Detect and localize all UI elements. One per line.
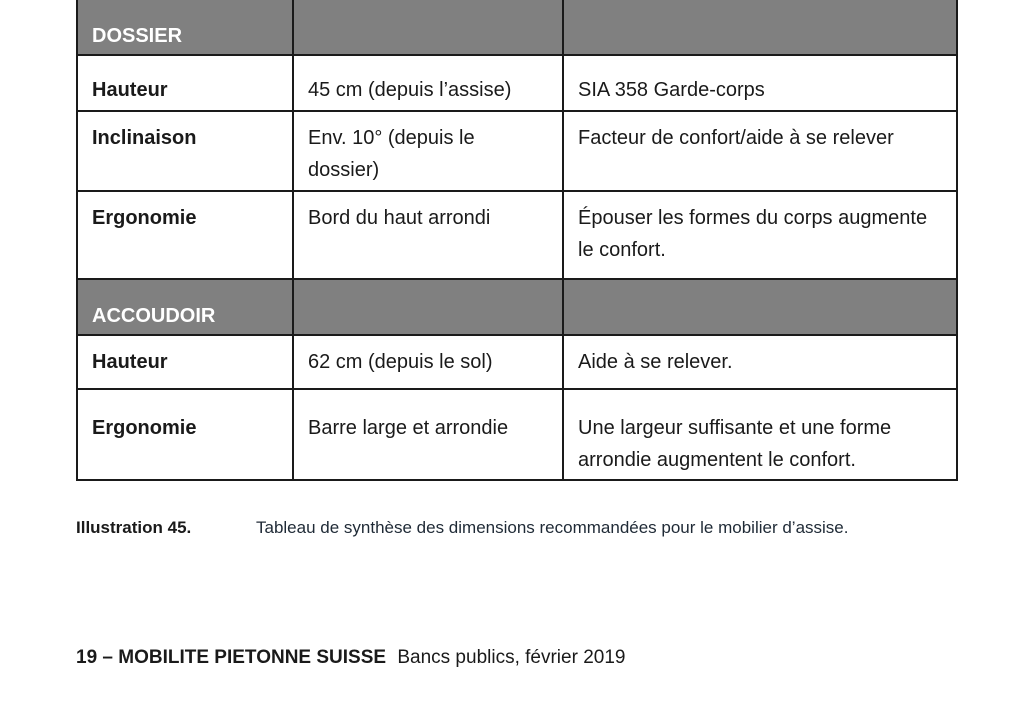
row-value: Bord du haut arrondi — [293, 191, 563, 279]
figure-caption — [76, 518, 849, 538]
section-title: DOSSIER — [77, 0, 293, 55]
row-value: Env. 10° (depuis le dossier) — [293, 111, 563, 191]
row-value: 62 cm (depuis le sol) — [293, 335, 563, 389]
row-label: Ergonomie — [77, 191, 293, 279]
section-header-dossier — [77, 0, 957, 55]
row-value: 45 cm (depuis l’assise) — [293, 55, 563, 111]
row-note: Aide à se relever. — [563, 335, 957, 389]
table-row — [77, 55, 957, 111]
caption-label: Illustration 45. — [76, 518, 192, 537]
table-row — [77, 111, 957, 191]
table-row — [77, 191, 957, 279]
section-header-accoudoir — [77, 279, 957, 335]
row-note: Épouser les formes du corps augmente le confort. — [563, 191, 957, 279]
row-value: Barre large et arrondie — [293, 389, 563, 480]
footer-page-org: 19 – MOBILITE PIETONNE SUISSE — [76, 647, 387, 668]
dimensions-table — [76, 0, 958, 481]
row-label: Ergonomie — [77, 389, 293, 480]
row-label: Hauteur — [77, 335, 293, 389]
footer-doc-title: Bancs publics, février 2019 — [397, 647, 626, 668]
section-title: ACCOUDOIR — [77, 279, 293, 335]
row-note: Facteur de confort/aide à se relever — [563, 111, 957, 191]
row-label: Hauteur — [77, 55, 293, 111]
row-label: Inclinaison — [77, 111, 293, 191]
table-row — [77, 335, 957, 389]
row-note: SIA 358 Garde-corps — [563, 55, 957, 111]
caption-text: Tableau de synthèse des dimensions recommandées pour le mobilier d’assise. — [256, 518, 849, 537]
table-row — [77, 389, 957, 480]
row-note: Une largeur suffisante et une forme arrondie augmentent le confort. — [563, 389, 957, 480]
page-footer — [76, 647, 625, 669]
